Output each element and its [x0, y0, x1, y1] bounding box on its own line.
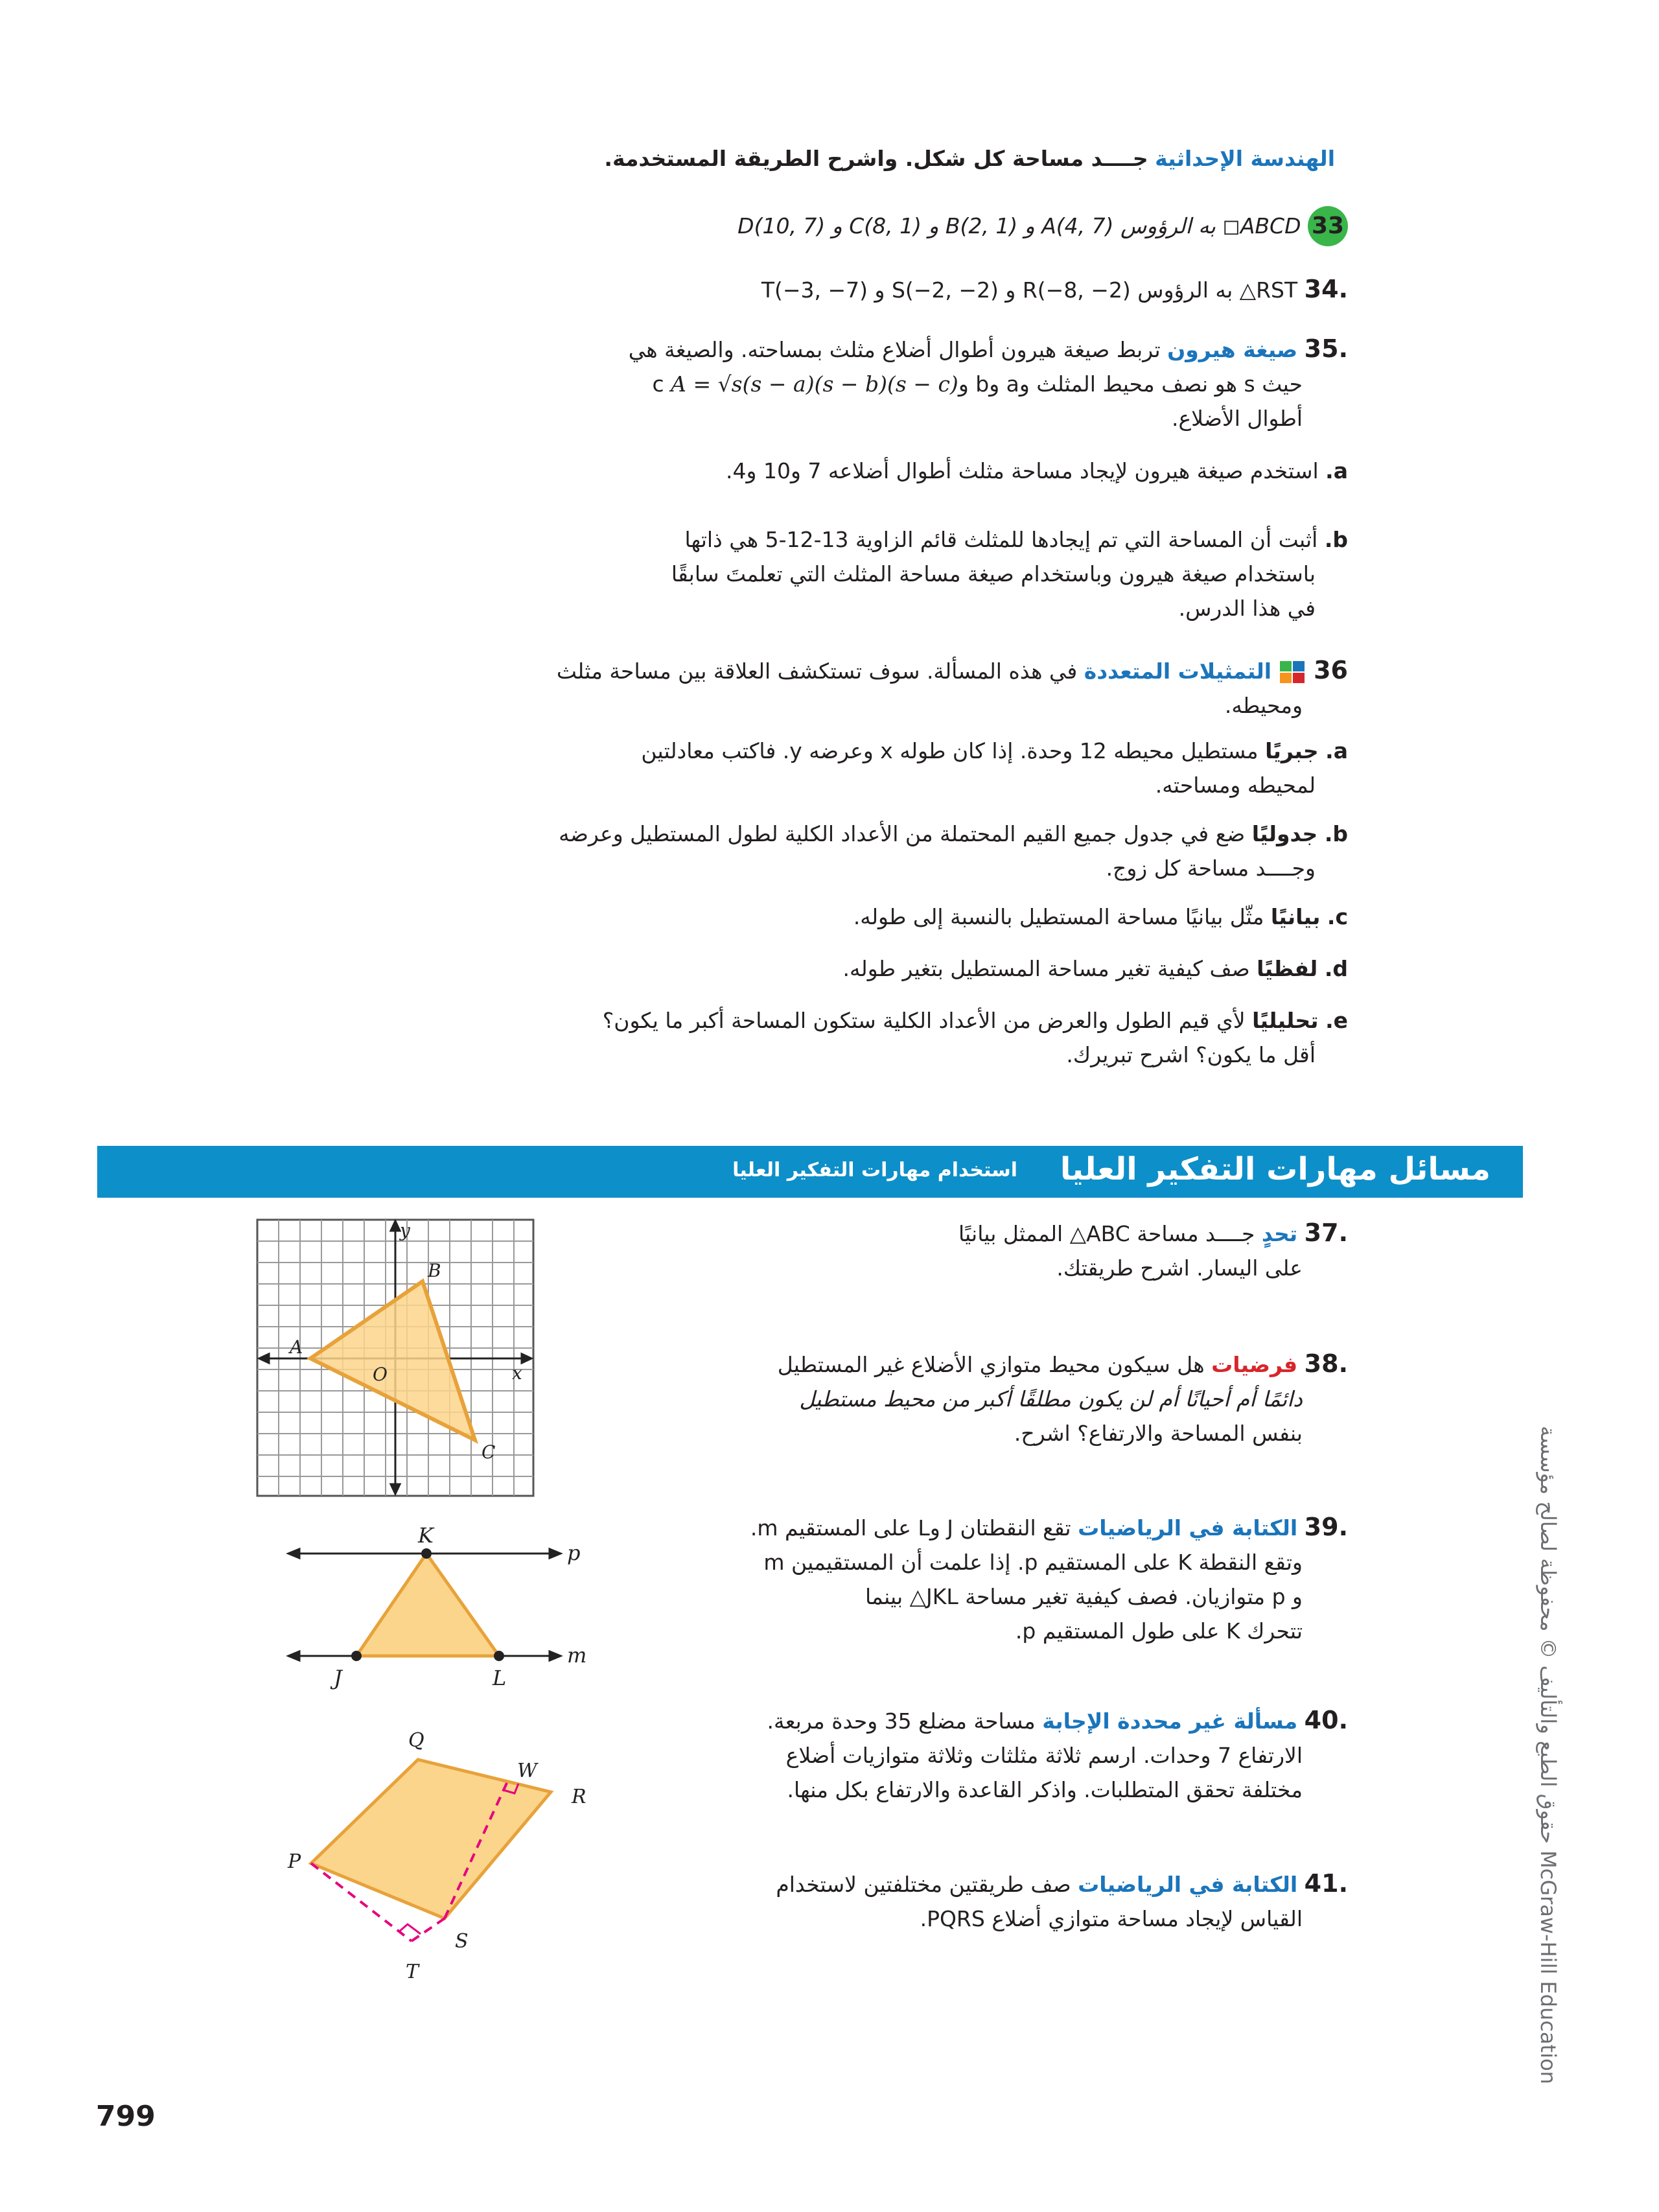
part-a: a. جبريًا مستطيل محيطه 12 وحدة. إذا كان طوله x وعرضه y. فاكتب معادلتين لمحيطه ومساحته. — [641, 738, 1348, 798]
intro-line — [233, 141, 1335, 176]
exercise-33-text: ABCD◻ به الرؤوس A(4, 7) و B(2, 1) و C(8, 1) و D(10, 7) — [737, 213, 1301, 239]
exercise-38: .38 فرضيات هل سيكون محيط متوازي الأضلاع غير المستطيل دائمًا أم أحيانًا أم لن يكون مطلقًا أكبر من محيط مستطيل بنفس المساحة والارتفاع؟ اشرح. — [777, 1349, 1348, 1446]
exercise-36-line2: ومحيطه. — [1224, 693, 1303, 718]
vertex-a-label: A — [290, 1336, 303, 1358]
point-l-label: L — [493, 1666, 507, 1690]
point-w-label: W — [517, 1760, 537, 1782]
vertex-s-label: S — [455, 1930, 469, 1953]
heron-formula: A = √s(s − a)(s − b)(s − c) — [671, 371, 958, 397]
multiple-representations-icon — [1279, 660, 1307, 686]
line-p-label: p — [567, 1541, 581, 1565]
exercise-34-number: .34 — [1304, 275, 1348, 303]
part-b: b. جدوليًا ضع في جدول جميع القيم المحتملة من الأعداد الكلية لطول المستطيل وعرضه وجــــد مساحة كل زوج. — [559, 821, 1348, 881]
part-d: d. لفظيًا صف كيفية تغير مساحة المستطيل بتغير طوله. — [842, 956, 1348, 981]
intro-text: جــــد مساحة كل شكل. واشرح الطريقة المستخدمة. — [604, 146, 1148, 171]
part-text: باستخدام صيغة هيرون وباستخدام صيغة مساحة المثلث التي تعلمتَ سابقًا — [671, 561, 1316, 587]
vertex-c-label: C — [481, 1441, 496, 1463]
exercise-35-line3: أطوال الأضلاع. — [1172, 406, 1303, 431]
point-k-label: K — [418, 1526, 434, 1548]
exercise-33-number: 33 — [1308, 206, 1348, 246]
point-t-label: T — [406, 1961, 419, 1983]
part-text: في هذا الدرس. — [1178, 596, 1316, 621]
parallelogram-pqrs — [279, 1717, 616, 2009]
part-label: a. — [1325, 458, 1348, 483]
exercise-36-number: 36 — [1314, 656, 1348, 684]
section-title: مسائل مهارات التفكير العليا — [1060, 1151, 1491, 1187]
vertex-q-label: Q — [408, 1729, 424, 1752]
intro-label: الهندسة الإحداثية — [1155, 146, 1335, 171]
exercise-36-label: التمثيلات المتعددة — [1084, 658, 1272, 684]
exercise-35 — [181, 332, 1348, 436]
y-axis-label: y — [400, 1220, 410, 1241]
exercise-36-parts — [246, 734, 1348, 1072]
exercise-35a — [246, 454, 1348, 488]
exercise-37: .37 تحدٍ جــــد مساحة ABC△ الممثل بيانيًا على اليسار. اشرح طريقتك. — [958, 1218, 1348, 1281]
parallelogram-shape — [311, 1760, 551, 1918]
x-axis-label: x — [512, 1362, 522, 1384]
exercise-34 — [181, 272, 1348, 307]
exercise-35-line1: تربط صيغة هيرون أطوال أضلاع مثلث بمساحته. والصيغة هي — [628, 337, 1161, 362]
copyright-side-text: حقوق الطبع والتأليف © محفوظة لصالح مؤسسة McGraw-Hill Education — [1536, 1426, 1560, 2084]
triangle-jkl-parallel-lines — [285, 1526, 609, 1701]
exercise-36-line1: في هذه المسألة. سوف تستكشف العلاقة بين مساحة مثلث — [556, 658, 1078, 684]
section-header — [97, 1146, 1523, 1198]
exercise-35b — [246, 522, 1348, 625]
triangle-jkl — [356, 1554, 499, 1656]
page-number: 799 — [96, 2100, 156, 2133]
exercise-35-number: .35 — [1304, 334, 1348, 363]
part-text: أثبت أن المساحة التي تم إيجادها للمثلث قائم الزاوية 13-12-5 هي ذاتها — [684, 527, 1318, 552]
exercise-34-text: RST△ به الرؤوس R(−8, −2) و S(−2, −2) و T(−3, −7) — [761, 277, 1298, 303]
exercise-35-label: صيغة هيرون — [1167, 337, 1298, 362]
triangle-abc-graph — [256, 1218, 541, 1504]
line-m-label: m — [567, 1643, 587, 1668]
exercise-39: .39 الكتابة في الرياضيات تقع النقطتان J وL على المستقيم m. وتقع النقطة K على المستقيم p. إذا علمت أن المستقيمين m و p متوازيان. فصف كيفية تغير مساحة JKL△ بينما تتحرك K على طول المستقيم p. — [750, 1513, 1348, 1644]
origin-label: O — [373, 1364, 388, 1385]
part-e: e. تحليليًا لأي قيم الطول والعرض من الأعداد الكلية ستكون المساحة أكبر ما يكون؟ أقل ما يكون؟ اشرح تبريرك. — [602, 1008, 1348, 1067]
part-c: c. بيانيًا مثّل بيانيًا مساحة المستطيل بالنسبة إلى طوله. — [853, 904, 1348, 929]
point-j-label: J — [334, 1666, 342, 1690]
exercise-33 — [181, 206, 1348, 246]
vertex-p-label: P — [288, 1850, 301, 1873]
exercise-41: .41 الكتابة في الرياضيات صف طريقتين مختلفتين لاستخدام القياس لإيجاد مساحة متوازي أضلاع PQRS. — [776, 1869, 1348, 1931]
exercise-35-line2: حيث s هو نصف محيط المثلث وa وb وc — [652, 371, 1303, 397]
exercise-36 — [181, 653, 1348, 723]
section-subtitle: استخدام مهارات التفكير العليا — [732, 1159, 1017, 1182]
vertex-r-label: R — [572, 1786, 586, 1808]
part-label: b. — [1324, 527, 1348, 552]
part-text: استخدم صيغة هيرون لإيجاد مساحة مثلث أطوال أضلاعه 7 و10 و4. — [726, 458, 1319, 483]
vertex-b-label: B — [428, 1260, 441, 1281]
exercise-40: .40 مسألة غير محددة الإجابة مساحة مضلع 35 وحدة مربعة. الارتفاع 7 وحدات. ارسم ثلاثة مثلثات وثلاثة متوازيات أضلاع مختلفة تحقق المتطلبات. واذكر القاعدة والارتفاع بكل منها. — [767, 1706, 1348, 1802]
